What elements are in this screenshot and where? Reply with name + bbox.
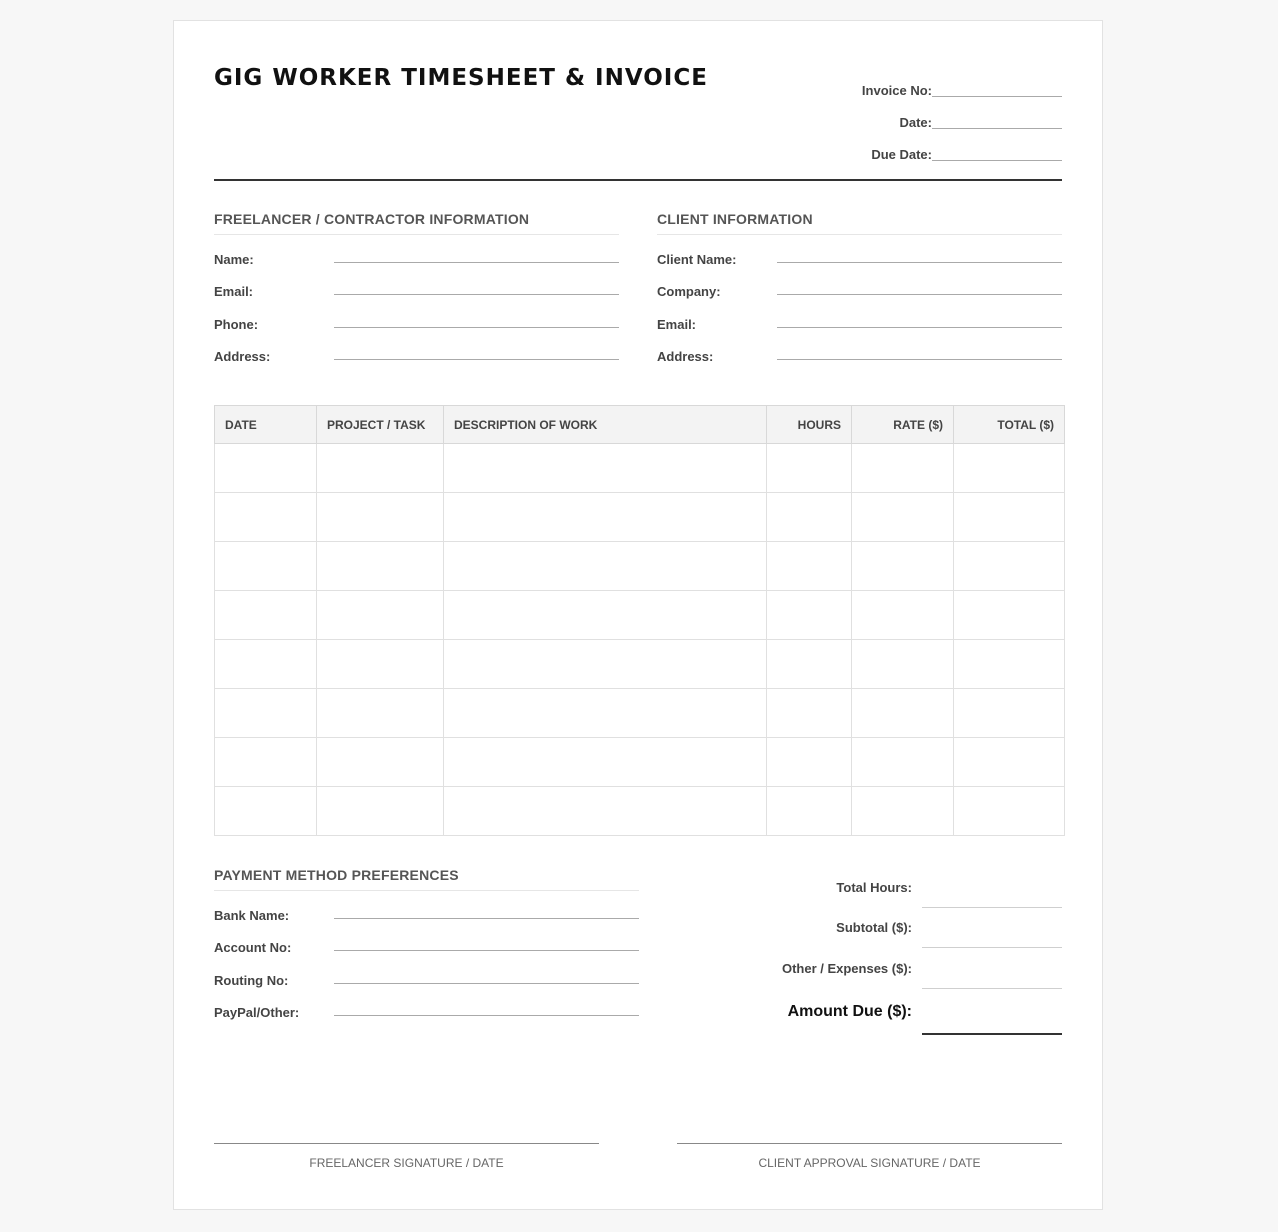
table-cell-project[interactable] xyxy=(317,689,444,738)
date-row xyxy=(842,101,1062,133)
invoice-meta xyxy=(842,69,1062,165)
paypal-other-field[interactable] xyxy=(334,1001,639,1016)
amount-due-row xyxy=(642,989,1062,1035)
table-cell-description[interactable] xyxy=(444,591,767,640)
freelancer-email-label: Email: xyxy=(214,284,254,299)
freelancer-signature-line[interactable] xyxy=(214,1143,599,1170)
freelancer-email-field[interactable] xyxy=(334,280,619,295)
column-header-hours: HOURS xyxy=(767,406,852,444)
client-name-row xyxy=(657,235,1062,268)
account-number-label: Account No: xyxy=(214,940,292,955)
total-hours-row xyxy=(642,867,1062,908)
freelancer-phone-label: Phone: xyxy=(214,316,259,332)
table-row xyxy=(215,591,1065,640)
table-cell-rate[interactable] xyxy=(852,591,954,640)
client-company-field[interactable] xyxy=(777,280,1062,295)
routing-number-field[interactable] xyxy=(334,969,639,984)
freelancer-address-field[interactable] xyxy=(334,345,619,360)
account-number-row xyxy=(214,924,639,957)
table-cell-description[interactable] xyxy=(444,787,767,836)
date-field[interactable] xyxy=(932,110,1062,129)
table-cell-hours[interactable] xyxy=(767,787,852,836)
timesheet-table-body xyxy=(215,444,1065,836)
payment-method-section xyxy=(214,867,639,1021)
table-cell-date[interactable] xyxy=(215,493,317,542)
invoice-number-label: Invoice No: xyxy=(861,83,932,98)
freelancer-email-row xyxy=(214,268,619,301)
freelancer-address-row xyxy=(214,333,619,366)
client-email-field[interactable] xyxy=(777,313,1062,328)
other-expenses-label: Other / Expenses ($): xyxy=(781,960,912,976)
column-header-total: TOTAL ($) xyxy=(954,406,1065,444)
other-expenses-field[interactable] xyxy=(922,948,1062,989)
client-signature-label: CLIENT APPROVAL SIGNATURE / DATE xyxy=(758,1156,981,1170)
table-cell-total[interactable] xyxy=(954,689,1065,738)
table-cell-project[interactable] xyxy=(317,444,444,493)
bank-name-label: Bank Name: xyxy=(214,907,290,923)
table-cell-description[interactable] xyxy=(444,689,767,738)
invoice-page xyxy=(173,20,1103,1210)
bank-name-field[interactable] xyxy=(334,904,639,919)
client-address-row xyxy=(657,333,1062,366)
table-cell-description[interactable] xyxy=(444,542,767,591)
subtotal-row xyxy=(642,908,1062,949)
table-cell-project[interactable] xyxy=(317,640,444,689)
client-info-section xyxy=(657,211,1062,365)
table-cell-project[interactable] xyxy=(317,542,444,591)
invoice-number-field[interactable] xyxy=(932,78,1062,97)
due-date-label: Due Date: xyxy=(871,147,932,162)
table-cell-date[interactable] xyxy=(215,738,317,787)
other-expenses-row xyxy=(642,948,1062,989)
table-row xyxy=(215,444,1065,493)
client-signature-line[interactable] xyxy=(677,1143,1062,1170)
table-cell-description[interactable] xyxy=(444,493,767,542)
header-divider xyxy=(214,179,1062,181)
table-cell-hours[interactable] xyxy=(767,640,852,689)
client-company-label: Company: xyxy=(657,284,721,299)
due-date-field[interactable] xyxy=(932,142,1062,161)
client-address-field[interactable] xyxy=(777,345,1062,360)
table-cell-project[interactable] xyxy=(317,787,444,836)
timesheet-table xyxy=(214,405,1065,836)
client-address-label: Address: xyxy=(657,349,714,364)
document-title: GIG WORKER TIMESHEET & INVOICE xyxy=(214,65,708,91)
client-name-field[interactable] xyxy=(777,248,1062,263)
table-cell-hours[interactable] xyxy=(767,493,852,542)
table-row xyxy=(215,787,1065,836)
total-hours-field[interactable] xyxy=(922,867,1062,908)
table-cell-hours[interactable] xyxy=(767,542,852,591)
payment-method-title: PAYMENT METHOD PREFERENCES xyxy=(214,867,639,891)
table-cell-hours[interactable] xyxy=(767,444,852,493)
freelancer-name-field[interactable] xyxy=(334,248,619,263)
page-content xyxy=(214,21,1062,1209)
table-cell-total[interactable] xyxy=(954,640,1065,689)
freelancer-phone-row xyxy=(214,300,619,333)
freelancer-signature-label: FREELANCER SIGNATURE / DATE xyxy=(309,1156,504,1170)
client-company-row xyxy=(657,268,1062,301)
table-cell-project[interactable] xyxy=(317,591,444,640)
table-cell-total[interactable] xyxy=(954,787,1065,836)
freelancer-address-label: Address: xyxy=(214,349,271,364)
routing-number-label: Routing No: xyxy=(214,972,289,988)
amount-due-label: Amount Due ($): xyxy=(787,1002,912,1020)
subtotal-label: Subtotal ($): xyxy=(836,920,912,936)
account-number-field[interactable] xyxy=(334,936,639,951)
client-info-title: CLIENT INFORMATION xyxy=(657,211,1062,235)
table-cell-total[interactable] xyxy=(954,542,1065,591)
table-cell-hours[interactable] xyxy=(767,591,852,640)
table-cell-total[interactable] xyxy=(954,591,1065,640)
client-email-label: Email: xyxy=(657,316,697,332)
amount-due-field[interactable] xyxy=(922,989,1062,1035)
table-cell-description[interactable] xyxy=(444,640,767,689)
table-cell-date[interactable] xyxy=(215,787,317,836)
date-label: Date: xyxy=(899,115,932,130)
table-cell-description[interactable] xyxy=(444,444,767,493)
table-cell-rate[interactable] xyxy=(852,787,954,836)
table-row xyxy=(215,738,1065,787)
total-hours-label: Total Hours: xyxy=(836,879,912,895)
table-row xyxy=(215,542,1065,591)
bank-name-row xyxy=(214,891,639,924)
freelancer-info-section xyxy=(214,211,619,365)
due-date-row xyxy=(842,133,1062,165)
table-cell-project[interactable] xyxy=(317,738,444,787)
table-header-row xyxy=(215,406,1065,444)
table-cell-total[interactable] xyxy=(954,444,1065,493)
client-email-row xyxy=(657,300,1062,333)
table-row xyxy=(215,689,1065,738)
table-cell-hours[interactable] xyxy=(767,738,852,787)
table-cell-rate[interactable] xyxy=(852,689,954,738)
paypal-other-row xyxy=(214,989,639,1022)
table-cell-date[interactable] xyxy=(215,640,317,689)
table-row xyxy=(215,640,1065,689)
table-cell-project[interactable] xyxy=(317,493,444,542)
table-cell-rate[interactable] xyxy=(852,542,954,591)
table-cell-date[interactable] xyxy=(215,591,317,640)
table-cell-rate[interactable] xyxy=(852,493,954,542)
freelancer-info-title: FREELANCER / CONTRACTOR INFORMATION xyxy=(214,211,619,235)
totals-section xyxy=(642,867,1062,1035)
column-header-description: DESCRIPTION OF WORK xyxy=(444,406,767,444)
table-cell-rate[interactable] xyxy=(852,444,954,493)
invoice-number-row xyxy=(842,69,1062,101)
table-cell-rate[interactable] xyxy=(852,640,954,689)
paypal-other-label: PayPal/Other: xyxy=(214,1005,300,1020)
table-cell-hours[interactable] xyxy=(767,689,852,738)
freelancer-name-label: Name: xyxy=(214,251,254,267)
column-header-rate: RATE ($) xyxy=(852,406,954,444)
table-cell-date[interactable] xyxy=(215,444,317,493)
table-cell-description[interactable] xyxy=(444,738,767,787)
table-cell-total[interactable] xyxy=(954,493,1065,542)
table-cell-rate[interactable] xyxy=(852,738,954,787)
client-name-label: Client Name: xyxy=(657,251,737,267)
freelancer-name-row xyxy=(214,235,619,268)
column-header-project: PROJECT / TASK xyxy=(317,406,444,444)
table-row xyxy=(215,493,1065,542)
routing-number-row xyxy=(214,956,639,989)
freelancer-phone-field[interactable] xyxy=(334,313,619,328)
table-cell-date[interactable] xyxy=(215,689,317,738)
table-cell-date[interactable] xyxy=(215,542,317,591)
column-header-date: DATE xyxy=(215,406,317,444)
table-cell-total[interactable] xyxy=(954,738,1065,787)
subtotal-field[interactable] xyxy=(922,908,1062,949)
